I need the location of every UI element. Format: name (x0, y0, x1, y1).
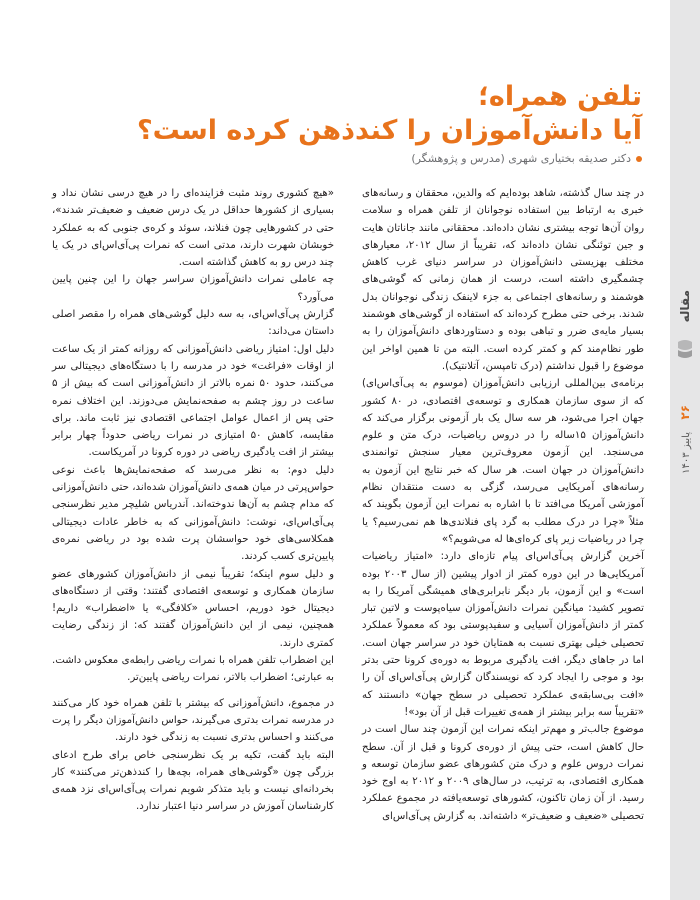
paragraph: «هیچ کشوری روند مثبت فزاینده‌ای را در هیچ درسی نشان نداد و بسیاری از کشورها حداقل در یک درس ضعیف و ضعیف‌تر شدند»، حتی در کشورهایی چون فنلاند، سوئد و کره‌ی جنوبی که به عملکرد خوبشان شهرت دارند، مدتی است که نمرات پی‌آی‌اس‌ای در یک یا چند درس رو به کاهش گذاشته است. (52, 188, 334, 269)
paragraph: در چند سال گذشته، شاهد بوده‌ایم که والدین، محققان و رسانه‌های خبری به ارتباط بین استفاده نوجوانان از تلفن همراه و سلامت روان آن‌ها توجه بیشتری نشان داده‌اند. محققانی مانند جاناتان هایت و جین توئنگی نشان داده‌اند که، تقریباً از سال ۲۰۱۲، معیارهای مختلف بهزیستی دانش‌آموزان در سراسر دنیای غرب کاهش چشمگیری داشته است، درست از همان زمانی که گوشی‌های هوشمند و رسانه‌های اجتماعی به جزء لاینفک زندگی نوجوانان بدل شدند. برخی حتی مطرح کرده‌اند که استفاده از گوشی‌های هوشمند بسیار مایه‌ی ضرر و تباهی بوده و دستاوردهای دانش‌آموزان را به طور نظام‌مند کم و کمتر کرده است. البته من تا همین اواخر این موضوع را قبول نداشتم (درک تامپسن، آتلانتیک). (362, 188, 644, 372)
paragraph: و دلیل سوم اینکه؛ تقریباً نیمی از دانش‌آموزان کشورهای عضو سازمان همکاری و توسعه‌ی اقتصادی گفتند: وقتی از دستگاه‌های دیجیتال خود دوریم، احساس «کلافگی» یا «اضطراب» داریم! همچنین، نیمی از این دانش‌آموزان گفتند که: از زندگی رضایت کمتری دارند. (52, 568, 334, 649)
article-title (82, 80, 642, 148)
paragraph: دلیل اول: امتیاز ریاضی دانش‌آموزانی که روزانه کمتر از یک ساعت از اوقات «فراغت» خود در مدرسه را با دستگاه‌های دیجیتالی سر می‌کنند، حدود ۵۰ نمره بالاتر از دانش‌آموزانی است که بیش از ۵ ساعت در روز چشم به صفحه‌نمایش می‌دوزند. این اختلاف نمره حتی پس از اعمال عوامل اجتماعی اقتصادی نیز ثابت ماند. برای مقایسه، کاهش ۵۰ امتیازی در نمرات ریاضی حدوداً چهار برابر بیشتر از افت یادگیری ریاضی در دوره کرونا در آمریکاست. (52, 343, 334, 459)
paragraph: گزارش پی‌آی‌اس‌ای، به سه دلیل گوشی‌های همراه را مقصر اصلی داستان می‌داند: (52, 309, 334, 338)
paragraph: دلیل دوم: به نظر می‌رسد که صفحه‌نمایش‌ها باعث نوعی حواس‌پرتی در میان همه‌ی دانش‌آموزان شده‌اند، حتی دانش‌آموزانی که مدام چشم به آن‌ها ندوخته‌اند. آندریاس شلیچر مدیر نظرسنجی پی‌آی‌اس‌ای، نوشت: دانش‌آموزانی که به خاطر عادات دیجیتالی همکلاسی‌های خود حواسشان پرت شده بود در ریاضی نمره‌ی پایین‌تری کسب کردند. (52, 464, 334, 563)
author-bullet-icon (636, 156, 642, 162)
paragraph: البته باید گفت، تکیه بر یک نظرسنجی خاص برای طرح ادعای بزرگی چون «گوشی‌های همراه، بچه‌ها را کندذهن‌تر می‌کنند» کار بخردانه‌ای نیست و باید متذکر شویم نمرات پی‌آی‌اس‌ای نزد همه‌ی کارشناسان آموزش در سراسر دنیا اعتبار ندارد. (52, 749, 334, 813)
right-column (362, 185, 644, 825)
paragraph: موضوع جالب‌تر و مهم‌تر اینکه نمرات این آزمون چند سال است در حال کاهش است، حتی پیش از دوره‌ی کرونا و قبل از آن. سطح نمرات دروس علوم و درک متن کشورهای عضو سازمان توسعه و همکاری اقتصادی، به ترتیب، در سال‌های ۲۰۰۹ و ۲۰۱۲ به اوج خود رسید. از آن زمان تاکنون، کشورهای توسعه‌یافته در مجموع عملکرد تحصیلی «ضعیف و ضعیف‌تر» داشته‌اند. به گزارش پی‌آی‌اس‌ای (362, 724, 644, 822)
author-line (82, 152, 642, 165)
paragraph: چه عاملی نمرات دانش‌آموزان سراسر جهان را این چنین پایین می‌آورد؟ (52, 274, 334, 303)
side-band (670, 0, 700, 900)
page-number: ۲۶ (678, 405, 692, 420)
paragraph: این اضطراب تلفن همراه با نمرات ریاضی رابطه‌ی معکوس داشت. به عبارتی؛ اضطراب بالاتر، نمرات ریاضی پایین‌تر. (52, 655, 334, 684)
title-line-2: آیا دانش‌آموزان را کندذهن کرده است؟ (136, 115, 642, 146)
issue-date: پاییز ۱۴۰۳ (681, 432, 692, 474)
section-label: مقاله (678, 290, 692, 323)
paragraph: آخرین گزارش پی‌آی‌اس‌ای پیام تازه‌ای دارد: «امتیاز ریاضیات آمریکایی‌ها در این دوره کمتر از ادوار پیشین (از سال ۲۰۰۳ بوده است» و این آزمون، بار دیگر نابرابری‌های همیشگی آمریکا را به تصویر کشید: میانگین نمرات دانش‌آموزان سیاه‌پوست و لاتین تبار کمتر از دانش‌آموزان آسیایی و سفیدپوستی بود که معمولاً عملکرد تحصیلی خیلی بهتری نسبت به همتایان خود در سراسر جهان است. اما در جاهای دیگر، افت یادگیری مربوط به دوره‌ی کرونا حتی بدتر بود و موجی را ایجاد کرد که نویسندگان گزارش پی‌آی‌اس‌ای آن را «افت بی‌سابقه‌ی عملکرد تحصیلی در سطح جهان» دانستند که «تقریباً سه برابر بیشتر از همه‌ی تغییرات قبل از آن بود»! (362, 551, 644, 718)
paragraph: برنامه‌ی بین‌المللی ارزیابی دانش‌آموزان (موسوم به پی‌آی‌اس‌ای) که از سوی سازمان همکاری و توسعه‌ی اقتصادی، در ۸۰ کشور جهان اجرا می‌شود، هر سه سال یک بار آزمونی برگزار می‌کند که دانش‌آموزان ۱۵ساله را در دروس ریاضیات، درک متن و علوم می‌سنجد. این آزمون معروف‌ترین معیار سنجش توانمندی دانش‌آموزان در جهان است. هر سال که خبر نتایج این آزمون به رسانه‌های آمریکایی می‌رسد، گزگی به دست منتقدان نظام آموزشی آمریکا می‌افتد تا با اشاره به نمرات این آزمون بگویند که مثلاً «چرا در درک مطلب به گرد پای فنلاندی‌ها هم نمی‌رسیم؟ یا چرا در ریاضیات زیر پای کره‌ای‌ها له می‌شویم؟» (362, 378, 645, 545)
author-name: دکتر صدیقه بختیاری شهری (مدرس و پژوهشگر) (411, 152, 631, 165)
magazine-logo-icon (675, 338, 695, 360)
left-column (52, 185, 334, 816)
paragraph: در مجموع، دانش‌آموزانی که بیشتر با تلفن همراه خود کار می‌کنند در مدرسه نمرات بدتری می‌گیرند، حواس دانش‌آموزان دیگر را پرت می‌کنند و احساس بدتری نسبت به زندگی خود دارند. (52, 697, 334, 744)
title-line-1: تلفن همراه؛ (478, 81, 642, 112)
